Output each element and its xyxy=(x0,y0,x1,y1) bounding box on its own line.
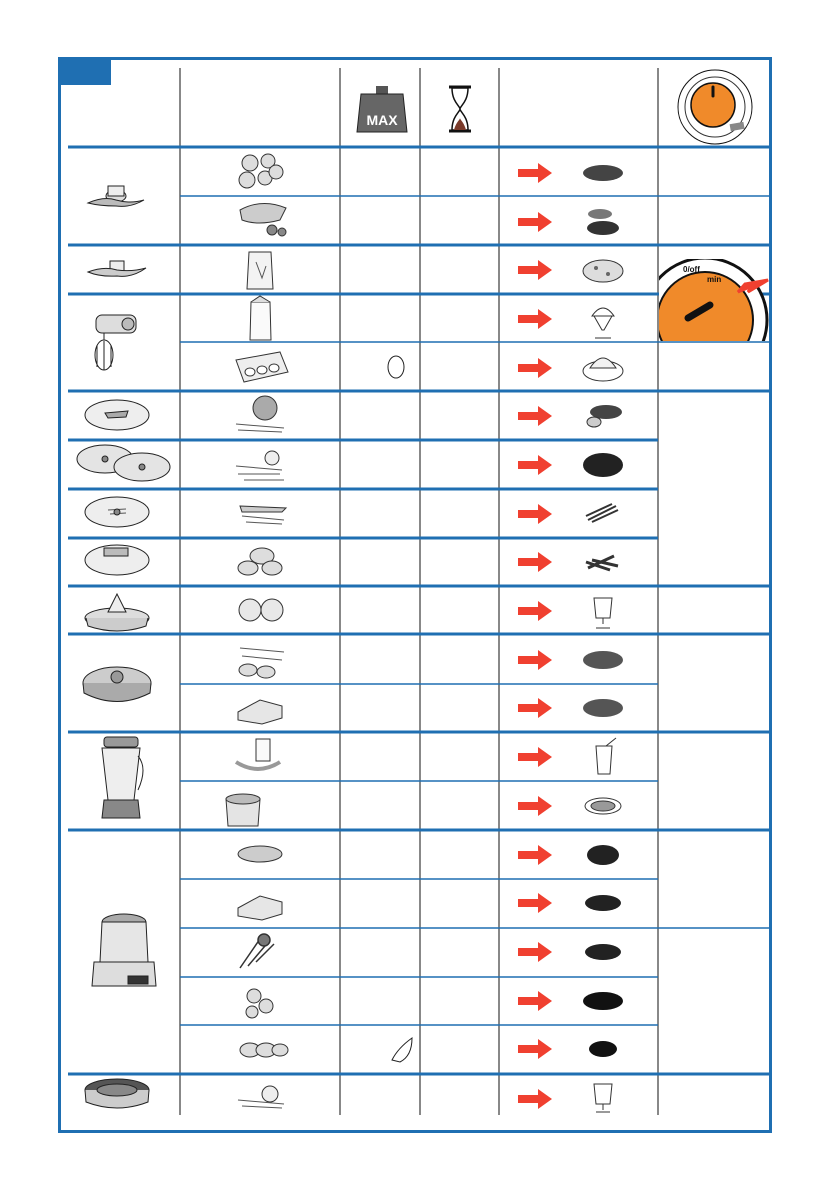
tool-blender-icon xyxy=(102,737,143,818)
arrow-right-icon xyxy=(518,260,552,280)
tool-slicing-disc-icon xyxy=(85,400,149,430)
result-diced-icon xyxy=(583,651,623,669)
ingredient-vegetables-icon xyxy=(238,1086,284,1108)
ingredient-carrots-apple-icon xyxy=(236,451,284,480)
ingredient-eggs-icon xyxy=(236,352,288,382)
result-smoothie-icon xyxy=(596,738,616,774)
arrow-right-icon xyxy=(518,212,552,232)
dial-off-label: 0/off xyxy=(683,265,700,274)
single-egg-icon xyxy=(388,356,404,378)
tool-julienne-disc-icon xyxy=(85,497,149,527)
arrow-right-icon xyxy=(518,163,552,183)
ingredient-onions-garlic-icon xyxy=(239,154,283,188)
ingredient-cabbage-carrots-icon xyxy=(236,396,284,432)
tool-mini-chopper-icon xyxy=(92,914,156,986)
result-juice-glass-icon xyxy=(594,598,612,628)
ingredient-milk-bananas-icon xyxy=(236,739,280,769)
arrow-right-icon xyxy=(518,796,552,816)
ingredient-nuts-icon xyxy=(246,989,273,1018)
arrow-right-icon xyxy=(518,1039,552,1059)
tool-shredding-discs-icon xyxy=(77,445,170,481)
ingredient-oranges-icon xyxy=(239,599,283,621)
tool-juicer-icon xyxy=(85,1079,149,1108)
arrow-right-icon xyxy=(518,698,552,718)
arrow-right-icon xyxy=(518,406,552,426)
ingredient-potatoes-icon xyxy=(238,548,282,575)
speed-dial-detail-icon xyxy=(643,258,768,382)
result-paste-icon xyxy=(589,1041,617,1057)
speed-dial-icon xyxy=(678,70,752,144)
tool-whisk-icon xyxy=(95,315,136,370)
result-ground-nuts-icon xyxy=(583,992,623,1010)
ingredient-cheese-icon xyxy=(238,700,282,724)
arrow-right-icon xyxy=(518,309,552,329)
ingredient-herbs-icon xyxy=(240,934,274,968)
arrow-right-icon xyxy=(518,747,552,767)
ingredient-soup-pot-icon xyxy=(226,794,260,826)
weight-max-icon xyxy=(357,86,407,132)
result-fries-icon xyxy=(586,556,618,570)
result-whipped-cream-icon xyxy=(592,308,614,338)
arrow-right-icon xyxy=(518,991,552,1011)
arrow-right-icon xyxy=(518,358,552,378)
column-lines xyxy=(180,68,658,1115)
result-grated-icon xyxy=(585,895,621,911)
arrow-right-icon xyxy=(518,455,552,475)
ingredient-carrots-potatoes-icon xyxy=(239,648,284,678)
dial-min-label: min xyxy=(707,275,722,284)
ingredient-ginger-garlic-icon xyxy=(240,1043,288,1057)
tool-citrus-press-icon xyxy=(85,594,149,631)
weight-label: MAX xyxy=(366,112,398,128)
tool-s-blade-icon xyxy=(88,186,144,206)
result-chopped-mixed-icon xyxy=(587,209,619,235)
result-juice-glass-2-icon xyxy=(594,1084,612,1112)
arrow-right-icon xyxy=(518,942,552,962)
result-minced-icon xyxy=(587,845,619,865)
result-pizza-dough-icon xyxy=(583,260,623,282)
ingredient-cheese-2-icon xyxy=(238,896,282,920)
tool-fries-disc-icon xyxy=(85,545,149,575)
arrow-right-icon xyxy=(518,650,552,670)
hourglass-icon xyxy=(449,87,471,131)
arrow-right-icon xyxy=(518,1089,552,1109)
result-chopped-herbs-icon xyxy=(585,944,621,960)
result-puree-icon xyxy=(585,798,621,814)
result-sliced-icon xyxy=(587,405,622,427)
result-shredded-icon xyxy=(583,453,623,477)
result-egg-whites-icon xyxy=(583,358,623,381)
result-diced-2-icon xyxy=(583,699,623,717)
arrow-right-icon xyxy=(518,504,552,524)
tool-dough-blade-icon xyxy=(88,261,146,276)
ginger-piece-icon xyxy=(392,1038,412,1062)
ingredient-meat-cheese-icon xyxy=(240,203,286,236)
arrow-right-icon xyxy=(518,893,552,913)
ingredient-flour-bag-icon xyxy=(247,252,273,289)
ingredient-meat-icon xyxy=(238,846,282,862)
result-julienne-icon xyxy=(586,504,618,522)
result-arrows xyxy=(518,163,552,1109)
arrow-right-icon xyxy=(518,845,552,865)
tool-dicing-attachment-icon xyxy=(83,667,151,702)
arrow-right-icon xyxy=(518,552,552,572)
ingredient-carrots-icon xyxy=(240,506,286,524)
ingredient-cream-carton-icon xyxy=(250,296,271,340)
result-chopped-fine-icon xyxy=(583,165,623,181)
arrow-right-icon xyxy=(518,601,552,621)
